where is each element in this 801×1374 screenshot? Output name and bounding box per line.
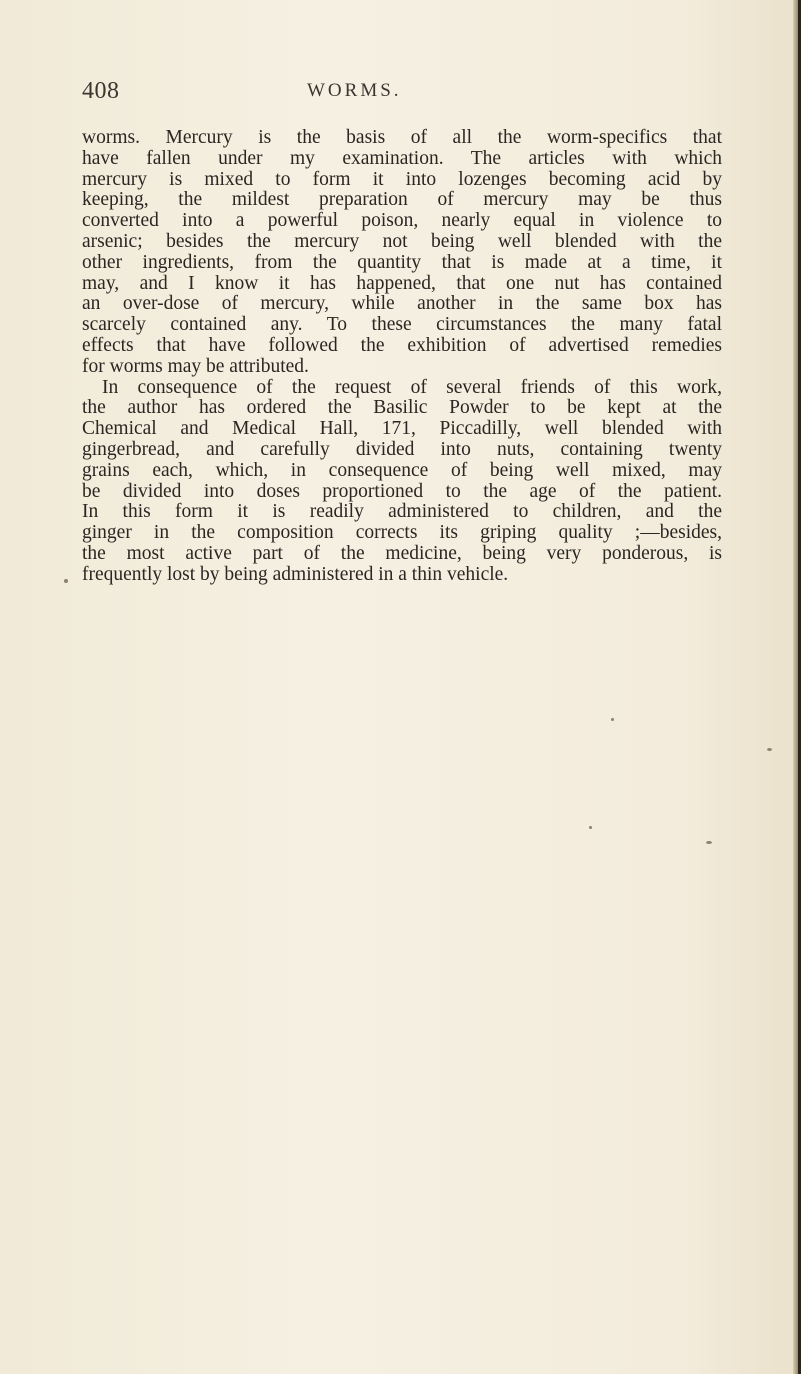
page-number: 408	[82, 78, 120, 104]
text-line: grains each, which, in consequence of being well mixed, may	[82, 459, 722, 481]
text-line: an over-dose of mercury, while another in the same box has	[82, 293, 722, 315]
text-line: for worms may be attributed.	[82, 355, 309, 377]
text-line: may, and I know it has happened, that one nut has contained	[82, 272, 722, 294]
running-head: WORMS.	[307, 80, 402, 101]
text-line: converted into a powerful poison, nearly equal in violence to	[82, 210, 722, 232]
text-line: the most active part of the medicine, being very ponderous, is	[82, 542, 722, 564]
text-line: effects that have followed the exhibition of advertised remedies	[82, 334, 722, 356]
page-header	[82, 78, 722, 108]
text-line: Chemical and Medical Hall, 171, Piccadilly, well blended with	[82, 418, 722, 440]
text-line: In this form it is readily administered to children, and the	[82, 501, 722, 523]
paragraph-first-line: In consequence of the request of several friends of this work,	[102, 376, 722, 398]
text-line: worms. Mercury is the basis of all the worm-specifics that	[82, 127, 722, 148]
text-line: mercury is mixed to form it into lozenges becoming acid by	[82, 168, 722, 190]
text-line: frequently lost by being administered in a thin vehicle.	[82, 563, 509, 585]
text-line: other ingredients, from the quantity that is made at a time, it	[82, 251, 722, 273]
paper-speck	[611, 718, 614, 721]
paper-speck	[706, 841, 712, 844]
paper-speck	[589, 826, 592, 829]
paper-speck	[767, 748, 772, 751]
text-line: the author has ordered the Basilic Powder to be kept at the	[82, 397, 722, 419]
text-line: keeping, the mildest preparation of mercury may be thus	[82, 189, 722, 211]
text-line: be divided into doses proportioned to the age of the patient.	[82, 480, 722, 502]
text-line: have fallen under my examination. The articles with which	[82, 147, 722, 169]
body-text	[82, 128, 722, 586]
text-line: arsenic; besides the mercury not being well blended with the	[82, 230, 722, 252]
text-line: scarcely contained any. To these circumstances the many fatal	[82, 314, 722, 336]
text-line: ginger in the composition corrects its griping quality ;—besides,	[82, 522, 722, 544]
text-line: gingerbread, and carefully divided into nuts, containing twenty	[82, 438, 722, 460]
paper-speck	[64, 579, 68, 583]
